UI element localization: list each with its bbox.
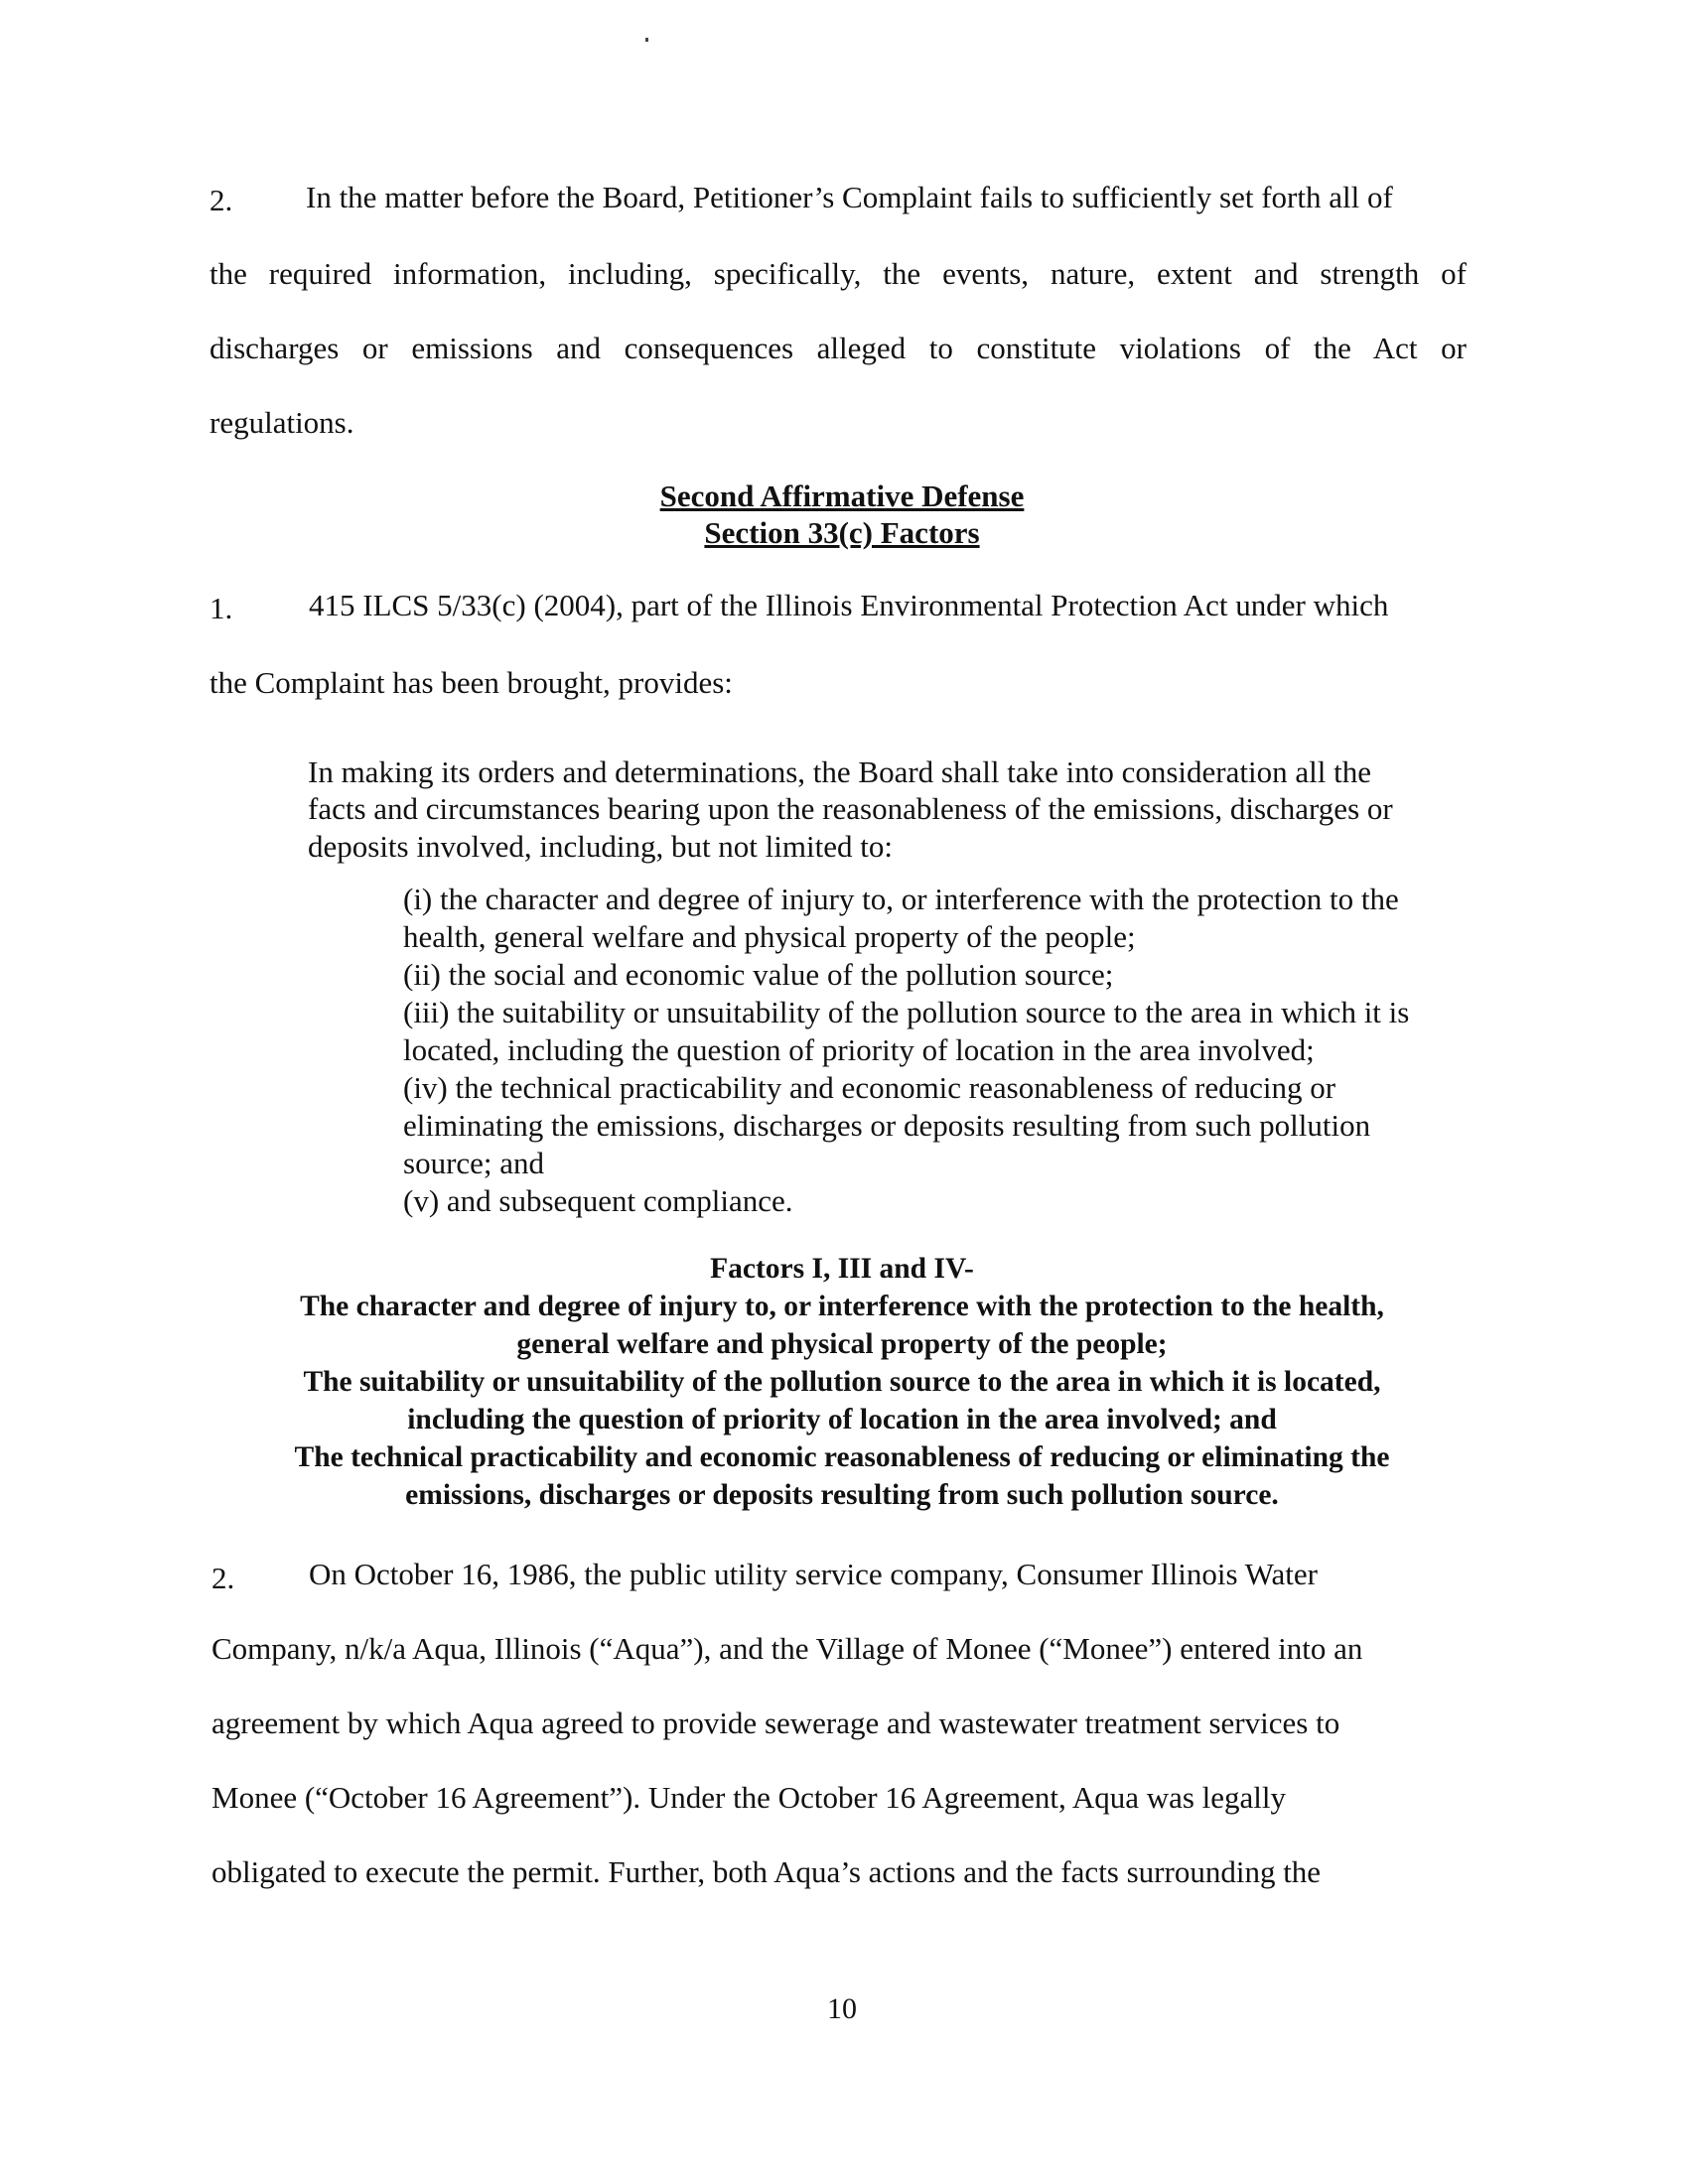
quote-factor-line: health, general welfare and physical property of the people; — [403, 919, 1136, 954]
section-title: Second Affirmative Defense — [659, 478, 1025, 513]
section-subtitle: Section 33(c) Factors — [704, 515, 980, 550]
paragraph-line: In the matter before the Board, Petitioner’s Complaint fails to sufficiently set forth all of — [306, 180, 1393, 214]
paragraph-line: On October 16, 1986, the public utility service company, Consumer Illinois Water — [309, 1557, 1318, 1591]
quote-line: In making its orders and determinations, the Board shall take into consideration all the — [308, 754, 1371, 789]
factors-heading-line: The character and degree of injury to, or interference with the protection to the health, — [300, 1291, 1384, 1322]
quote-factor-line: (iv) the technical practicability and economic reasonableness of reducing or — [403, 1070, 1336, 1105]
factors-heading-line: general welfare and physical property of the people; — [516, 1328, 1168, 1360]
paragraph-line: discharges or emissions and consequences alleged to constitute violations of the Act or — [210, 331, 1467, 365]
factors-heading-line: The suitability or unsuitability of the pollution source to the area in which it is located, — [303, 1366, 1381, 1398]
paragraph-line: Company, n/k/a Aqua, Illinois (“Aqua”), and the Village of Monee (“Monee”) entered into an — [211, 1631, 1363, 1666]
stray-mark — [645, 38, 648, 42]
quote-factor-line: (i) the character and degree of injury to, or interference with the protection to the — [403, 882, 1399, 916]
factors-heading-line: emissions, discharges or deposits resulting from such pollution source. — [405, 1479, 1279, 1511]
quote-factor-line: (ii) the social and economic value of the pollution source; — [403, 957, 1114, 992]
quote-factor-line: source; and — [403, 1146, 545, 1180]
paragraph-line: obligated to execute the permit. Further, both Aqua’s actions and the facts surrounding the — [211, 1854, 1322, 1889]
paragraph-line: 415 ILCS 5/33(c) (2004), part of the Illinois Environmental Protection Act under which — [309, 588, 1389, 622]
quote-line: facts and circumstances bearing upon the reasonableness of the emissions, discharges or — [308, 791, 1393, 826]
factors-heading-line: including the question of priority of location in the area involved; and — [407, 1404, 1277, 1435]
quote-factor-line: eliminating the emissions, discharges or deposits resulting from such pollution — [403, 1108, 1371, 1143]
paragraph-line: agreement by which Aqua agreed to provide sewerage and wastewater treatment services to — [211, 1706, 1340, 1740]
paragraph-number: 2. — [210, 183, 233, 217]
paragraph-line: the Complaint has been brought, provides: — [210, 665, 733, 700]
paragraph-line: Monee (“October 16 Agreement”). Under the October 16 Agreement, Aqua was legally — [211, 1780, 1287, 1815]
paragraph-line: regulations. — [210, 405, 354, 440]
paragraph-line: the required information, including, specifically, the events, nature, extent and strength of — [210, 256, 1467, 291]
quote-factor-line: (v) and subsequent compliance. — [403, 1183, 793, 1218]
paragraph-number: 1. — [210, 591, 233, 625]
quote-factor-line: (iii) the suitability or unsuitability of the pollution source to the area in which it is — [403, 995, 1410, 1029]
factors-heading-line: The technical practicability and economic reasonableness of reducing or eliminating the — [294, 1441, 1390, 1473]
quote-factor-line: located, including the question of priority of location in the area involved; — [403, 1032, 1315, 1067]
page-number: 10 — [827, 1992, 857, 2025]
factors-heading-line: Factors I, III and IV- — [710, 1253, 974, 1285]
paragraph-number: 2. — [211, 1561, 235, 1595]
quote-line: deposits involved, including, but not limited to: — [308, 829, 893, 864]
